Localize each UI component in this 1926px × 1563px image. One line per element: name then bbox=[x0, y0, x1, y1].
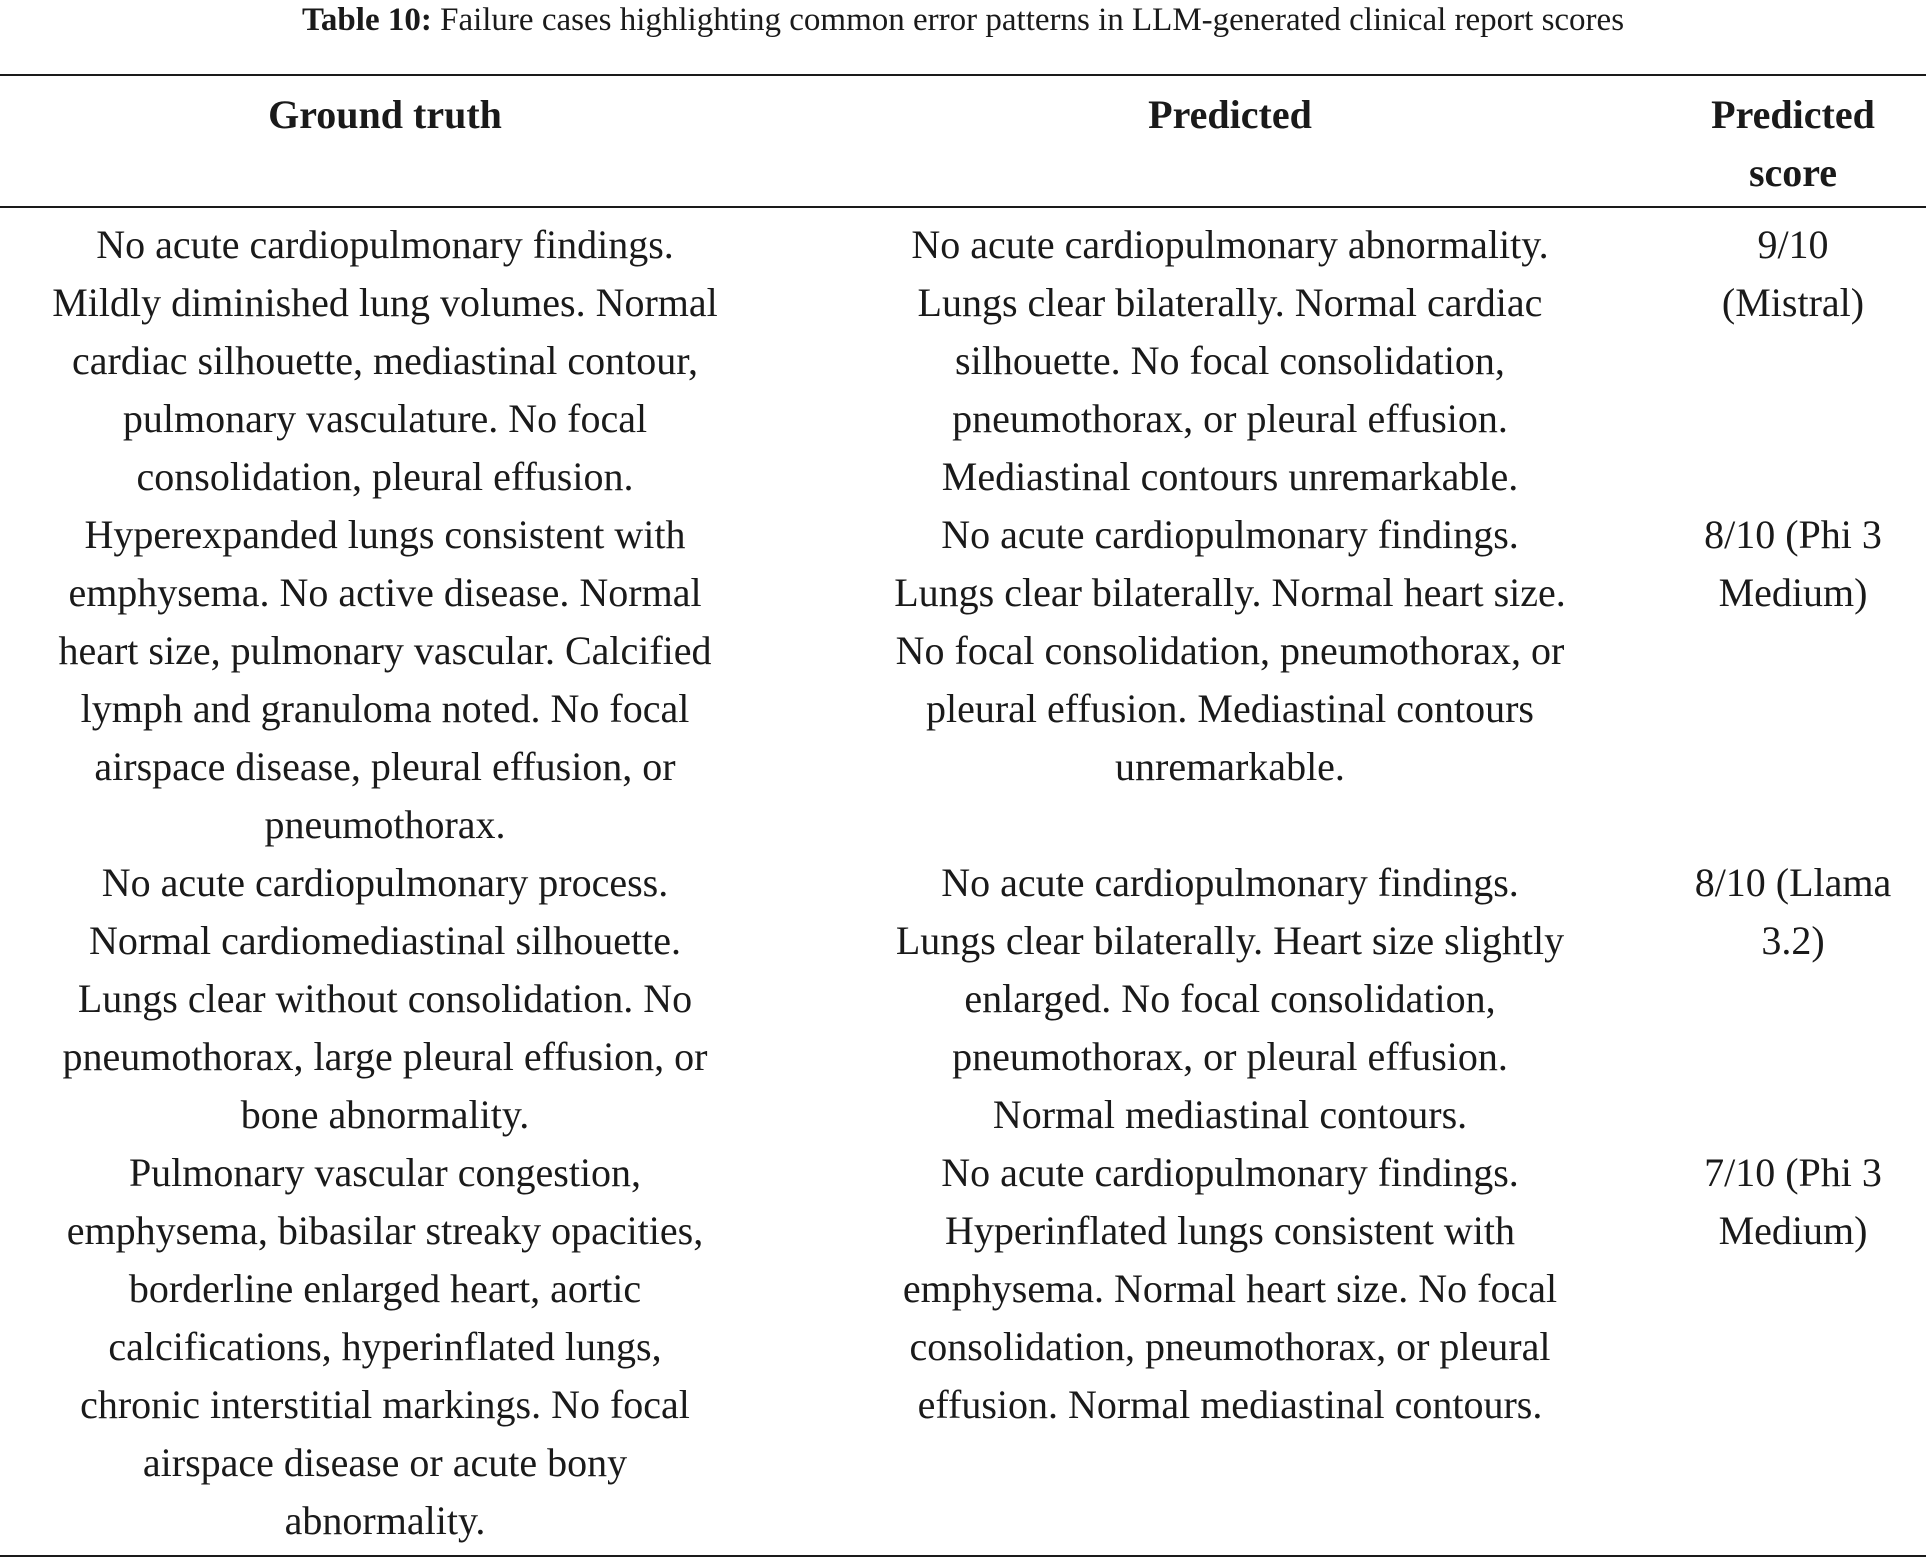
header-predicted-score: Predicted score bbox=[1711, 92, 1875, 195]
table-row-3-predicted: No acute cardiopulmonary findings. Lungs clear bilaterally. Heart size slightly enlarged. No focal consolidation, pneumothorax, or pleural effusion. Normal mediastinal contours. bbox=[895, 860, 1565, 1137]
table-caption-text: Failure cases highlighting common error patterns in LLM-generated clinical report scores bbox=[440, 2, 1625, 38]
table-caption bbox=[0, 0, 1926, 40]
header-ground-truth: Ground truth bbox=[268, 92, 502, 137]
header-predicted: Predicted bbox=[1148, 92, 1312, 137]
table-caption-label: Table 10: bbox=[301, 2, 432, 38]
table-row-1-score: 9/10 (Mistral) bbox=[1721, 222, 1865, 325]
table-row-1-ground-truth: No acute cardiopulmonary findings. Mildly diminished lung volumes. Normal cardiac silhouette, mediastinal contour, pulmonary vasculature. No focal consolidation, pleural effusion. bbox=[52, 222, 718, 499]
table-row-4-predicted: No acute cardiopulmonary findings. Hyperinflated lungs consistent with emphysema. Normal heart size. No focal consolidation, pneumothorax, or pleural effusion. Normal mediastinal contours. bbox=[902, 1150, 1558, 1427]
table-header-rule bbox=[0, 206, 1926, 208]
table-row-2-ground-truth: Hyperexpanded lungs consistent with emphysema. No active disease. Normal heart size, pulmonary vascular. Calcified lymph and granuloma noted. No focal airspace disease, pleural effusion, or pneumothorax. bbox=[58, 512, 712, 847]
table-top-rule bbox=[0, 74, 1926, 76]
table-bottom-rule bbox=[0, 1555, 1926, 1557]
table-row-4-score: 7/10 (Phi 3 Medium) bbox=[1704, 1150, 1882, 1253]
table-row-2-score: 8/10 (Phi 3 Medium) bbox=[1704, 512, 1882, 615]
table-row-3-score: 8/10 (Llama 3.2) bbox=[1694, 860, 1892, 963]
table-row-2-predicted: No acute cardiopulmonary findings. Lungs clear bilaterally. Normal heart size. No focal consolidation, pneumothorax, or pleural effusion. Mediastinal contours unremarkable. bbox=[894, 512, 1566, 789]
table-row-4-ground-truth: Pulmonary vascular congestion, emphysema, bibasilar streaky opacities, borderline enlarged heart, aortic calcifications, hyperinflated lungs, chronic interstitial markings. No focal airspace disease or acute bony abnormality. bbox=[66, 1150, 704, 1543]
table-row-1-predicted: No acute cardiopulmonary abnormality. Lungs clear bilaterally. Normal cardiac silhouette. No focal consolidation, pneumothorax, or pleural effusion. Mediastinal contours unremarkable. bbox=[911, 222, 1549, 499]
table-row-3-ground-truth: No acute cardiopulmonary process. Normal cardiomediastinal silhouette. Lungs clear without consolidation. No pneumothorax, large pleural effusion, or bone abnormality. bbox=[62, 860, 708, 1137]
